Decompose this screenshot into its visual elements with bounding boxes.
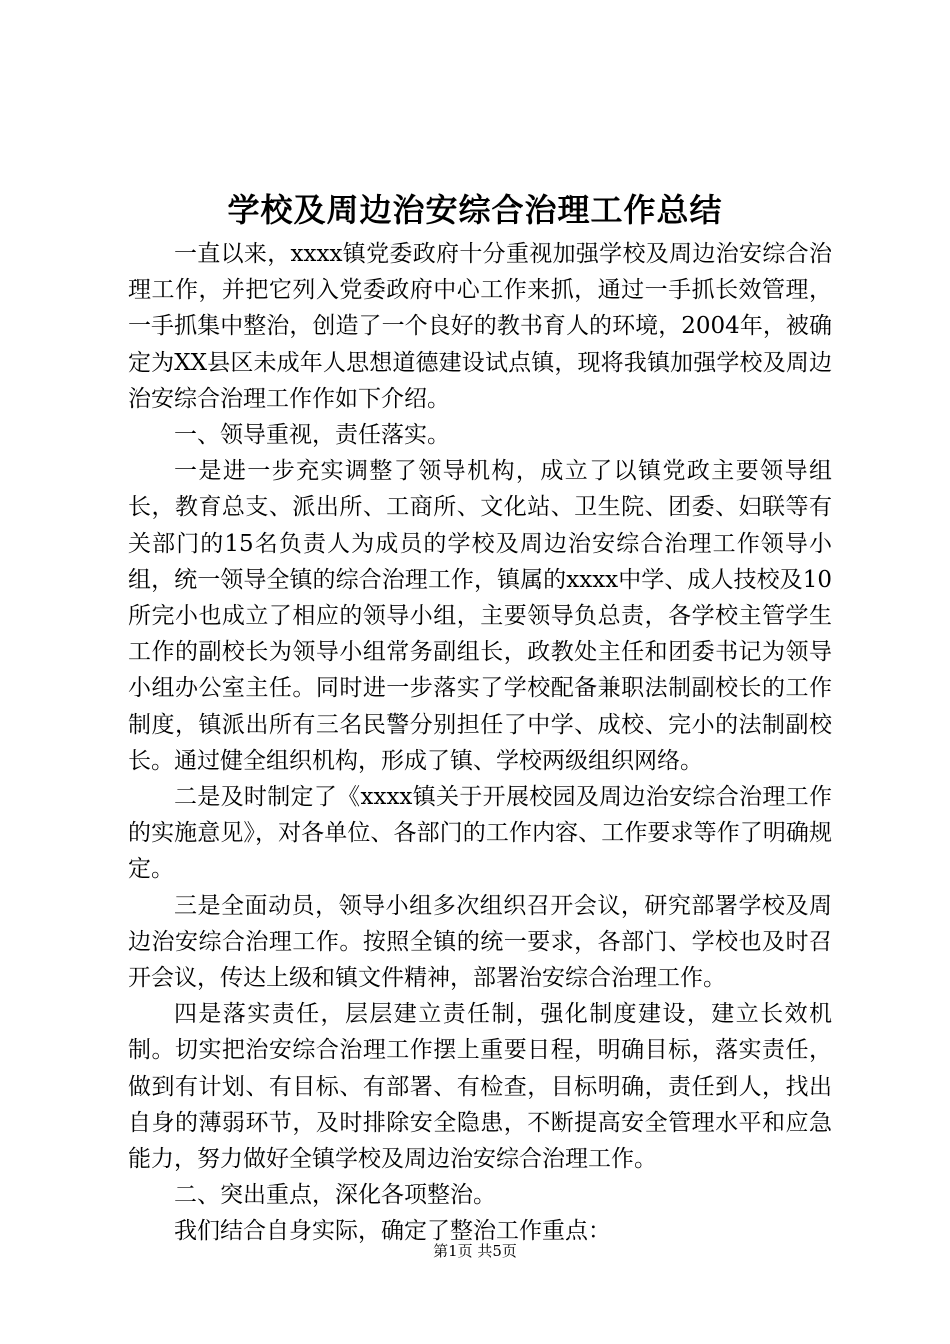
document-title: 学校及周边治安综合治理工作总结 [227, 191, 723, 229]
paragraph-item-2: 二是及时制定了《xxxx镇关于开展校园及周边治安综合治理工作的实施意见》，对各单位、各部门的工作内容、工作要求等作了明确规定。 [128, 784, 832, 883]
section-heading-1: 一、领导重视，责任落实。 [174, 422, 450, 449]
page-footer: 第1页 共5页 [433, 1242, 517, 1260]
document-body [128, 236, 832, 1250]
paragraph-focus: 我们结合自身实际，确定了整治工作重点： [174, 1218, 611, 1245]
paragraph-item-4: 四是落实责任，层层建立责任制，强化制度建设，建立长效机制。切实把治安综合治理工作摆上重要日程，明确目标，落实责任，做到有计划、有目标、有部署、有检查，目标明确，责任到人，找出自身的薄弱环节，及时排除安全隐患，不断提高安全管理水平和应急能力，努力做好全镇学校及周边治安综合治理工作。 [128, 1001, 832, 1173]
paragraph-item-1: 一是进一步充实调整了领导机构，成立了以镇党政主要领导组长，教育总支、派出所、工商所、文化站、卫生院、团委、妇联等有关部门的15名负责人为成员的学校及周边治安综合治理工作领导小组，统一领导全镇的综合治理工作，镇属的xxxx中学、成人技校及10所完小也成立了相应的领导小组，主要领导负总责，各学校主管学生工作的副校长为领导小组常务副组长，政教处主任和团委书记为领导小组办公室主任。同时进一步落实了学校配备兼职法制副校长的工作制度，镇派出所有三名民警分别担任了中学、成校、完小的法制副校长。通过健全组织机构，形成了镇、学校两级组织网络。 [128, 458, 832, 774]
paragraph-intro: 一直以来，xxxx镇党委政府十分重视加强学校及周边治安综合治理工作，并把它列入党委政府中心工作来抓，通过一手抓长效管理，一手抓集中整治，创造了一个良好的教书育人的环境，2004年，被确定为XX县区未成年人思想道德建设试点镇，现将我镇加强学校及周边治安综合治理工作作如下介绍。 [128, 241, 832, 412]
paragraph-item-3: 三是全面动员，领导小组多次组织召开会议，研究部署学校及周边治安综合治理工作。按照全镇的统一要求，各部门、学校也及时召开会议，传达上级和镇文件精神，部署治安综合治理工作。 [128, 892, 832, 992]
section-heading-2: 二、突出重点，深化各项整治。 [174, 1182, 496, 1209]
